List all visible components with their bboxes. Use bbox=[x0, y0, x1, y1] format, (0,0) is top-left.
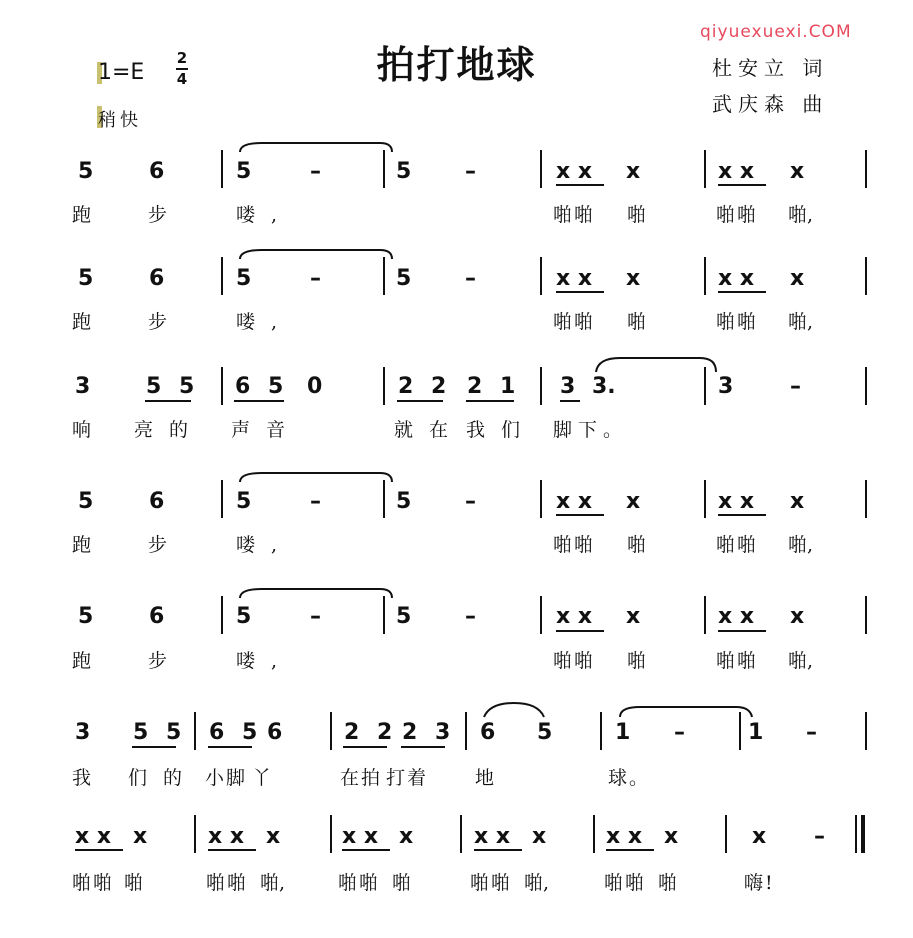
note: x bbox=[266, 824, 281, 849]
tie bbox=[240, 250, 392, 259]
note: 3 bbox=[718, 374, 734, 399]
lyric: 响 bbox=[72, 419, 108, 441]
note: 3 bbox=[75, 374, 91, 399]
lyric: 跑 bbox=[72, 650, 108, 672]
lyric: 就在 bbox=[394, 419, 465, 441]
note: 5 bbox=[236, 604, 252, 629]
note: 2 2 bbox=[398, 374, 452, 399]
note: x bbox=[790, 159, 805, 184]
note: 5 bbox=[396, 604, 412, 629]
time-signature-bottom: 4 bbox=[176, 70, 188, 88]
lyric: 啪啪 bbox=[716, 311, 759, 333]
lyric: 我们 bbox=[466, 419, 537, 441]
lyric: 啪 bbox=[627, 311, 663, 333]
lyric: 啪, bbox=[788, 650, 814, 672]
lyric: 喽, bbox=[236, 311, 294, 333]
lyric: 啪啪 bbox=[716, 534, 759, 556]
tie bbox=[596, 358, 716, 372]
note: x x bbox=[556, 159, 593, 184]
lyric: 啪 bbox=[627, 204, 663, 226]
dash: – bbox=[310, 489, 321, 514]
note: 5 bbox=[78, 489, 94, 514]
note: 6 bbox=[149, 604, 165, 629]
dash: – bbox=[465, 604, 476, 629]
note: x bbox=[626, 489, 641, 514]
final-barline-thick bbox=[861, 815, 865, 853]
note: 5 5 bbox=[146, 374, 200, 399]
note: x x bbox=[75, 824, 112, 849]
note: x bbox=[790, 489, 805, 514]
note: x x bbox=[718, 604, 755, 629]
note: 3 bbox=[560, 374, 576, 399]
lyric: 地 bbox=[475, 767, 511, 789]
note: 5 bbox=[537, 720, 553, 745]
lyric: 啪啪 bbox=[553, 311, 596, 333]
dash: – bbox=[465, 489, 476, 514]
note: 5 bbox=[78, 159, 94, 184]
lyric: 啪, bbox=[260, 872, 286, 894]
dash: – bbox=[674, 720, 685, 745]
note: 5 bbox=[236, 489, 252, 514]
lyric: 跑 bbox=[72, 204, 108, 226]
note: 5 bbox=[396, 489, 412, 514]
lyric: 啪啪 bbox=[716, 204, 759, 226]
time-signature-top: 2 bbox=[176, 49, 188, 67]
lyric: 啪 bbox=[658, 872, 694, 894]
tempo-marking: 稍快 bbox=[98, 110, 142, 131]
note: 5 bbox=[396, 159, 412, 184]
dash: – bbox=[465, 159, 476, 184]
tie bbox=[240, 473, 392, 482]
note: 6 bbox=[267, 720, 283, 745]
note: x bbox=[752, 824, 767, 849]
note: 6 bbox=[149, 266, 165, 291]
dash: – bbox=[465, 266, 476, 291]
note: 5 bbox=[78, 604, 94, 629]
lyric: 啪, bbox=[788, 311, 814, 333]
lyric: 喽, bbox=[236, 650, 294, 672]
lyric: 脚下。 bbox=[553, 419, 629, 441]
tie bbox=[620, 707, 752, 717]
lyric: 啪, bbox=[788, 534, 814, 556]
lyric: 啪啪 bbox=[553, 534, 596, 556]
tie bbox=[240, 143, 392, 152]
lyric: 啪啪 bbox=[716, 650, 759, 672]
key-signature: 1=E bbox=[98, 60, 145, 85]
lyric: 啪啪 bbox=[553, 650, 596, 672]
note: 6 bbox=[149, 489, 165, 514]
lyric: 啪啪 bbox=[72, 872, 115, 894]
note: x bbox=[626, 604, 641, 629]
dash: – bbox=[814, 824, 825, 849]
lyric: 啪啪 bbox=[206, 872, 249, 894]
lyric: 球。 bbox=[608, 767, 651, 789]
lyric: 在拍 bbox=[340, 767, 383, 789]
note: 5 bbox=[396, 266, 412, 291]
dash: – bbox=[790, 374, 801, 399]
note: 6 5 bbox=[209, 720, 263, 745]
site-watermark: qiyuexuexi.COM bbox=[700, 22, 852, 42]
note: 6 bbox=[149, 159, 165, 184]
lyric: 啪啪 bbox=[604, 872, 647, 894]
lyric: 步 bbox=[148, 204, 184, 226]
lyric: 步 bbox=[148, 650, 184, 672]
note: x bbox=[626, 266, 641, 291]
note: 3. bbox=[592, 374, 616, 399]
note: 2 1 bbox=[467, 374, 521, 399]
lyric: 啪啪 bbox=[470, 872, 513, 894]
lyric: 啪 bbox=[627, 650, 663, 672]
composer-credit: 武庆森 曲 bbox=[712, 92, 829, 116]
note: x x bbox=[342, 824, 379, 849]
lyric: 啪, bbox=[524, 872, 550, 894]
note: x x bbox=[474, 824, 511, 849]
note: 3 bbox=[75, 720, 91, 745]
dash: – bbox=[806, 720, 817, 745]
dash: – bbox=[310, 159, 321, 184]
note: x x bbox=[718, 159, 755, 184]
lyric: 啪啪 bbox=[553, 204, 596, 226]
note: x bbox=[399, 824, 414, 849]
note: 6 bbox=[480, 720, 496, 745]
lyric: 啪 bbox=[392, 872, 428, 894]
note: x x bbox=[718, 266, 755, 291]
note: x x bbox=[718, 489, 755, 514]
note: 5 bbox=[78, 266, 94, 291]
lyric: 步 bbox=[148, 534, 184, 556]
note: 1 bbox=[748, 720, 764, 745]
note: 2 3 bbox=[402, 720, 456, 745]
lyric: 打着 bbox=[386, 767, 429, 789]
note: x x bbox=[556, 604, 593, 629]
note: x bbox=[626, 159, 641, 184]
lyric: 小脚 bbox=[205, 767, 248, 789]
note: x bbox=[664, 824, 679, 849]
lyric: 步 bbox=[148, 311, 184, 333]
note: x bbox=[133, 824, 148, 849]
note: x bbox=[790, 266, 805, 291]
lyric: 啪啪 bbox=[338, 872, 381, 894]
tie bbox=[240, 589, 392, 598]
tie bbox=[484, 703, 544, 717]
lyric: 喽, bbox=[236, 204, 294, 226]
lyric: 啪 bbox=[124, 872, 160, 894]
note: 6 5 bbox=[235, 374, 289, 399]
dash: – bbox=[310, 266, 321, 291]
note: x x bbox=[556, 266, 593, 291]
note: 5 bbox=[236, 266, 252, 291]
lyric: 我 bbox=[72, 767, 108, 789]
note: x bbox=[532, 824, 547, 849]
lyric: 啪 bbox=[627, 534, 663, 556]
lyric: 们的 bbox=[128, 767, 199, 789]
dash: – bbox=[310, 604, 321, 629]
lyric: 声音 bbox=[231, 419, 302, 441]
song-title: 拍打地球 bbox=[376, 43, 537, 87]
note: 5 5 bbox=[133, 720, 187, 745]
note: 5 bbox=[236, 159, 252, 184]
lyric: 丫 bbox=[252, 767, 288, 789]
note: x x bbox=[606, 824, 643, 849]
lyric: 亮的 bbox=[134, 419, 205, 441]
lyric: 啪, bbox=[788, 204, 814, 226]
note: 1 bbox=[615, 720, 631, 745]
lyricist-credit: 杜安立 词 bbox=[712, 56, 829, 80]
note: 2 2 bbox=[344, 720, 398, 745]
note: x x bbox=[556, 489, 593, 514]
lyric: 喽, bbox=[236, 534, 294, 556]
lyric: 嗨! bbox=[744, 872, 775, 894]
note: x x bbox=[208, 824, 245, 849]
lyric: 跑 bbox=[72, 534, 108, 556]
lyric: 跑 bbox=[72, 311, 108, 333]
note: x bbox=[790, 604, 805, 629]
note: 0 bbox=[307, 374, 323, 399]
